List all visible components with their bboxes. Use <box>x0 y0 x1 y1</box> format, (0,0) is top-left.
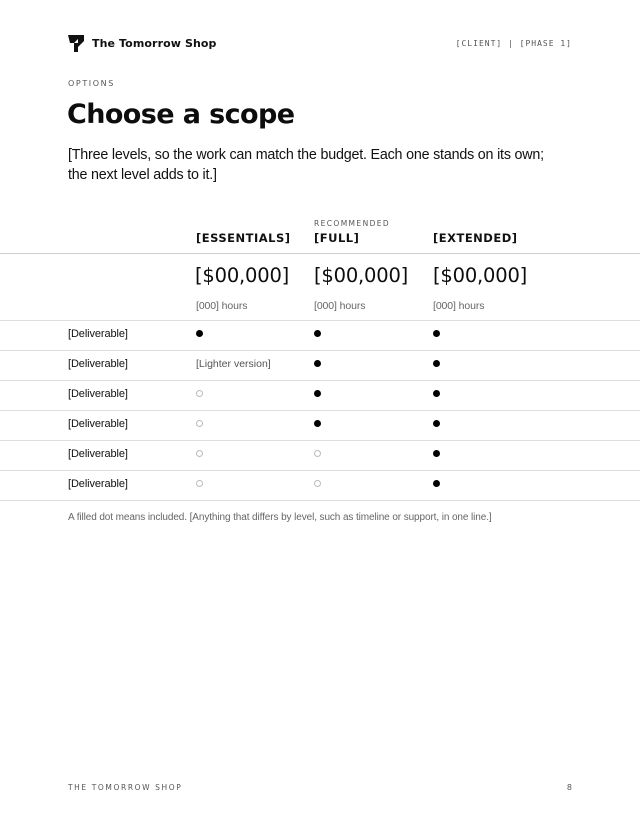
price-extended: [$00,000] <box>433 264 528 287</box>
table-row <box>0 470 640 500</box>
not-included-dot-icon <box>196 390 203 397</box>
table-row <box>0 320 640 350</box>
not-included-dot-icon <box>196 480 203 487</box>
not-included-dot-icon <box>314 450 321 457</box>
price-full: [$00,000] <box>314 264 409 287</box>
table-footnote: A filled dot means included. [Anything that differs by level, such as timeline or support, in one line.] <box>68 512 492 523</box>
table-row <box>0 410 640 440</box>
deliverable-label: [Deliverable] <box>68 328 128 340</box>
hours-full: [000] hours <box>314 300 366 312</box>
not-included-dot-icon <box>314 480 321 487</box>
deliverable-label: [Deliverable] <box>68 358 128 370</box>
included-dot-icon <box>433 420 440 427</box>
table-row <box>0 380 640 410</box>
brand <box>68 35 217 52</box>
page-header <box>68 34 572 52</box>
row-divider <box>0 500 640 501</box>
brand-name: The Tomorrow Shop <box>92 36 217 50</box>
included-dot-icon <box>314 420 321 427</box>
included-dot-icon <box>314 360 321 367</box>
included-dot-icon <box>433 480 440 487</box>
not-included-dot-icon <box>196 420 203 427</box>
column-header-essentials: [ESSENTIALS] <box>196 231 291 245</box>
included-dot-icon <box>314 330 321 337</box>
page-number: 8 <box>566 783 572 792</box>
hours-essentials: [000] hours <box>196 300 248 312</box>
deliverable-label: [Deliverable] <box>68 478 128 490</box>
included-dot-icon <box>433 360 440 367</box>
client-phase-tag: [CLIENT] | [PHASE 1] <box>455 38 572 48</box>
intro-text: [Three levels, so the work can match the budget. Each one stands on its own; the next level adds to it.] <box>68 147 544 183</box>
included-dot-icon <box>433 390 440 397</box>
footer-company-name: THE TOMORROW SHOP <box>68 783 183 792</box>
table-row <box>0 440 640 470</box>
not-included-dot-icon <box>196 450 203 457</box>
page-title: Choose a scope <box>67 99 295 130</box>
deliverable-label: [Deliverable] <box>68 418 128 430</box>
cell-text: [Lighter version] <box>196 358 271 370</box>
included-dot-icon <box>314 390 321 397</box>
header-divider <box>0 253 640 254</box>
column-header-extended: [EXTENDED] <box>433 231 518 245</box>
included-dot-icon <box>433 330 440 337</box>
recommended-label: RECOMMENDED <box>314 219 391 228</box>
table-row <box>0 350 640 380</box>
brand-flag-icon <box>68 35 84 52</box>
included-dot-icon <box>196 330 203 337</box>
section-eyebrow: OPTIONS <box>68 79 115 88</box>
column-header-full: [FULL] <box>314 231 360 245</box>
deliverable-label: [Deliverable] <box>68 388 128 400</box>
included-dot-icon <box>433 450 440 457</box>
deliverable-label: [Deliverable] <box>68 448 128 460</box>
hours-extended: [000] hours <box>433 300 485 312</box>
page-footer <box>68 783 572 792</box>
price-essentials: [$00,000] <box>195 264 290 287</box>
